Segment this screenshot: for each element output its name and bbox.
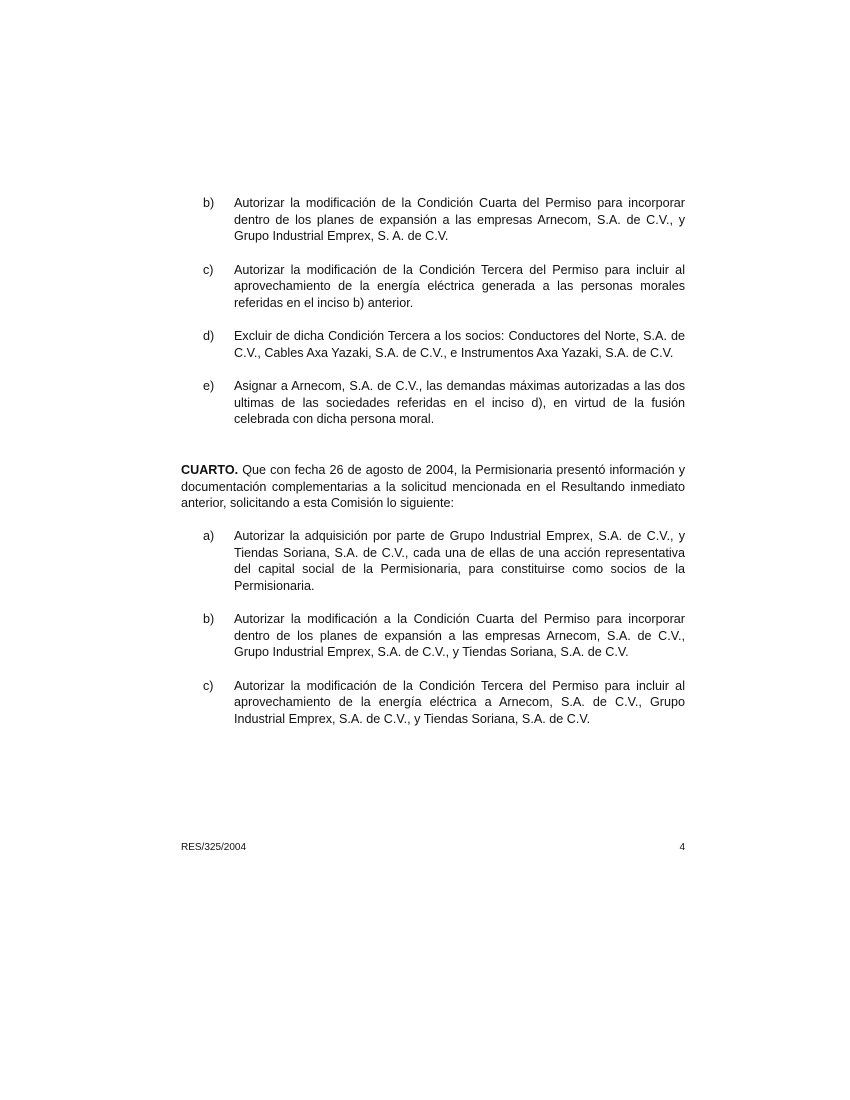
list-item-marker: c) xyxy=(203,678,214,693)
list-item-marker: a) xyxy=(203,529,215,543)
list-item-marker: b) xyxy=(203,612,215,626)
list-item-marker: d) xyxy=(203,329,215,343)
list-item xyxy=(203,328,685,361)
request-list-continued xyxy=(203,195,685,428)
footer-reference: RES/325/2004 xyxy=(181,842,247,853)
list-item-marker: c) xyxy=(203,262,214,277)
list-item xyxy=(203,262,685,312)
list-item-text: Autorizar la modificación de la Condición Tercera del Permiso para incluir al aprovechamiento de la energía eléctrica a Arnecom, S.A. de C.V., Grupo Industrial Emprex, S.A. de C.V., y Tiendas Soriana, S.A. de C.V. xyxy=(234,678,685,726)
list-item xyxy=(203,195,685,245)
request-list-cuarto xyxy=(203,528,685,727)
cuarto-paragraph xyxy=(181,462,685,512)
cuarto-body: Que con fecha 26 de agosto de 2004, la Permisionaria presentó información y documentación complementarias a la solicitud mencionada en el Resultando inmediato anterior, solicitando a esta Comisión lo siguiente: xyxy=(181,463,685,510)
list-item xyxy=(203,378,685,428)
list-item-text: Autorizar la modificación de la Condición Cuarta del Permiso para incorporar dentro de los planes de expansión a las empresas Arnecom, S.A. de C.V., y Grupo Industrial Emprex, S. A. de C.V. xyxy=(234,196,685,243)
list-item-text: Asignar a Arnecom, S.A. de C.V., las demandas máximas autorizadas a las dos ultimas de las sociedades referidas en el inciso d), en virtud de la fusión celebrada con dicha persona moral. xyxy=(234,379,685,426)
list-item xyxy=(203,611,685,661)
list-item xyxy=(203,678,685,728)
list-item xyxy=(203,528,685,594)
list-item-text: Excluir de dicha Condición Tercera a los socios: Conductores del Norte, S.A. de C.V., Cables Axa Yazaki, S.A. de C.V., e Instrumentos Axa Yazaki, S.A. de C.V. xyxy=(234,329,685,360)
list-item-marker: b) xyxy=(203,196,215,210)
cuarto-heading: CUARTO. xyxy=(181,463,239,477)
list-item-text: Autorizar la modificación a la Condición Cuarta del Permiso para incorporar dentro de los planes de expansión a las empresas Arnecom, S.A. de C.V., Grupo Industrial Emprex, S.A. de C.V., y Tiendas Soriana, S.A. de C.V. xyxy=(234,612,685,659)
list-item-text: Autorizar la adquisición por parte de Grupo Industrial Emprex, S.A. de C.V., y Tiendas Soriana, S.A. de C.V., cada una de ellas de una acción representativa del capital social de la Permisionaria, para constituirse como socios de la Permisionaria. xyxy=(234,529,685,593)
footer-page-number: 4 xyxy=(679,842,685,853)
list-item-marker: e) xyxy=(203,379,215,393)
list-item-text: Autorizar la modificación de la Condición Tercera del Permiso para incluir al aprovechamiento de la energía eléctrica generada a las personas morales referidas en el inciso b) anterior. xyxy=(234,262,685,310)
